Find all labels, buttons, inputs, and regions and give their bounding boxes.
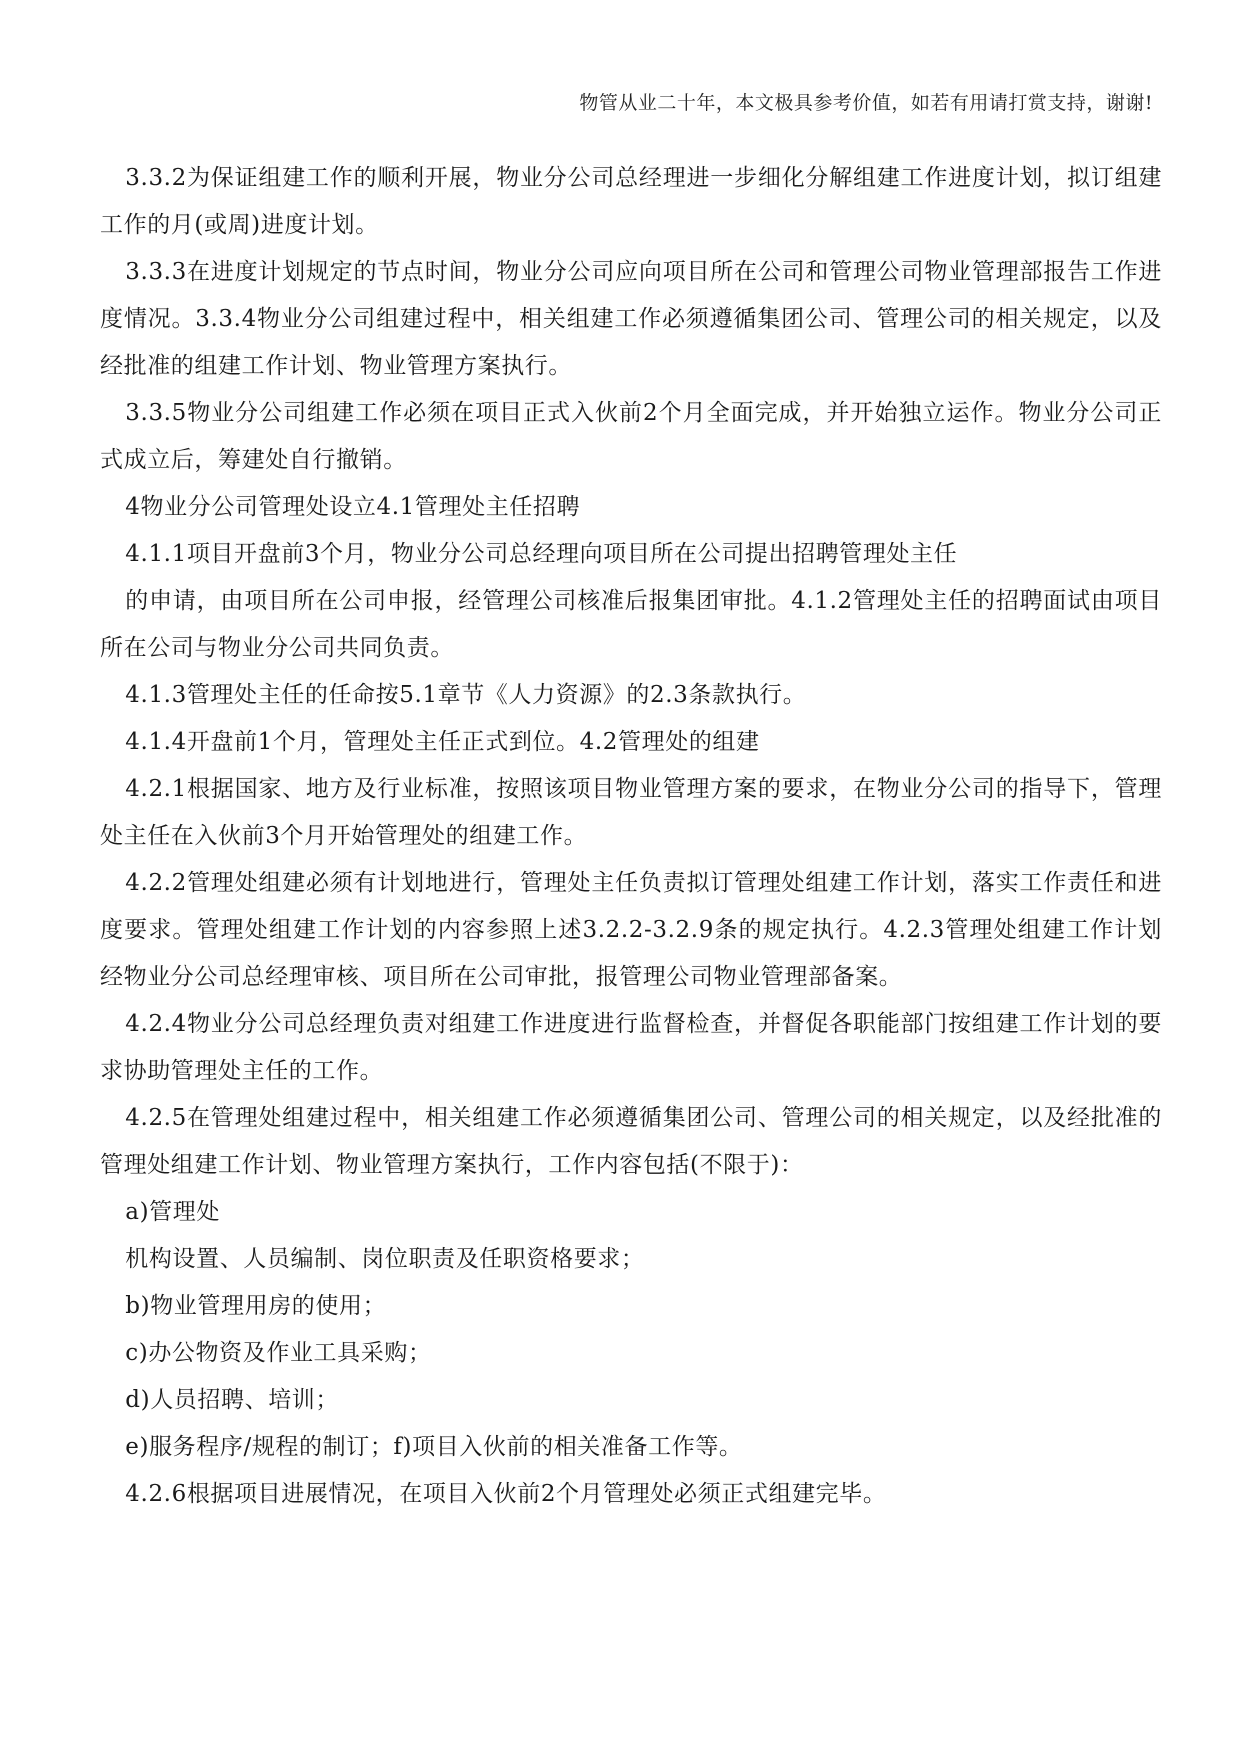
paragraph-4-1-3: 4.1.3管理处主任的任命按5.1章节《人力资源》的2.3条款执行。 [125,682,807,708]
list-item-c: c)办公物资及作业工具采购； [125,1340,432,1366]
paragraph-3-3-5: 3.3.5物业分公司组建工作必须在项目正式入伙前2个月全面完成，并开始独立运作。物业分公司正式成立后，筹建处自行撤销。 [100,400,1162,473]
paragraph-4-2-1: 4.2.1根据国家、地方及行业标准，按照该项目物业管理方案的要求，在物业分公司的指导下，管理处主任在入伙前3个月开始管理处的组建工作。 [100,776,1162,849]
paragraph-4-1-4: 4.1.4开盘前1个月，管理处主任正式到位。4.2管理处的组建 [125,729,760,755]
list-item-d: d)人员招聘、培训； [125,1387,339,1413]
paragraph-4-2-2: 4.2.2管理处组建必须有计划地进行，管理处主任负责拟订管理处组建工作计划，落实工作责任和进度要求。管理处组建工作计划的内容参照上述3.2.2-3.2.9条的规定执行。4.2.3管理处组建工作计划经物业分公司总经理审核、项目所在公司审批，报管理公司物业管理部备案。 [100,870,1162,990]
paragraph-3-3-3: 3.3.3在进度计划规定的节点时间，物业分公司应向项目所在公司和管理公司物业管理部报告工作进度情况。3.3.4物业分公司组建过程中，相关组建工作必须遵循集团公司、管理公司的相关规定，以及经批准的组建工作计划、物业管理方案执行。 [100,259,1162,379]
paragraph-4-2-4: 4.2.4物业分公司总经理负责对组建工作进度进行监督检查，并督促各职能部门按组建工作计划的要求协助管理处主任的工作。 [100,1011,1162,1084]
list-item-b: b)物业管理用房的使用； [125,1293,387,1319]
list-item-a-cont: 机构设置、人员编制、岗位职责及任职资格要求； [125,1246,645,1272]
header-note: 物管从业二十年，本文极具参考价值，如若有用请打赏支持，谢谢! [579,92,1153,114]
paragraph-3-3-2: 3.3.2为保证组建工作的顺利开展，物业分公司总经理进一步细化分解组建工作进度计划，拟订组建工作的月(或周)进度计划。 [100,165,1162,238]
list-item-a: a)管理处 [125,1199,220,1225]
paragraph-4-2-6: 4.2.6根据项目进展情况，在项目入伙前2个月管理处必须正式组建完毕。 [125,1481,887,1507]
document-body [100,155,1162,1518]
paragraph-4-2-5: 4.2.5在管理处组建过程中，相关组建工作必须遵循集团公司、管理公司的相关规定，以及经批准的管理处组建工作计划、物业管理方案执行，工作内容包括(不限于)： [100,1105,1162,1178]
paragraph-4-1-1: 4.1.1项目开盘前3个月，物业分公司总经理向项目所在公司提出招聘管理处主任 [125,541,958,567]
section-heading-4: 4物业分公司管理处设立4.1管理处主任招聘 [125,494,581,520]
list-item-e-f: e)服务程序/规程的制订；f)项目入伙前的相关准备工作等。 [125,1434,743,1460]
paragraph-4-1-1-cont: 的申请，由项目所在公司申报，经管理公司核准后报集团审批。4.1.2管理处主任的招聘面试由项目所在公司与物业分公司共同负责。 [100,588,1162,661]
